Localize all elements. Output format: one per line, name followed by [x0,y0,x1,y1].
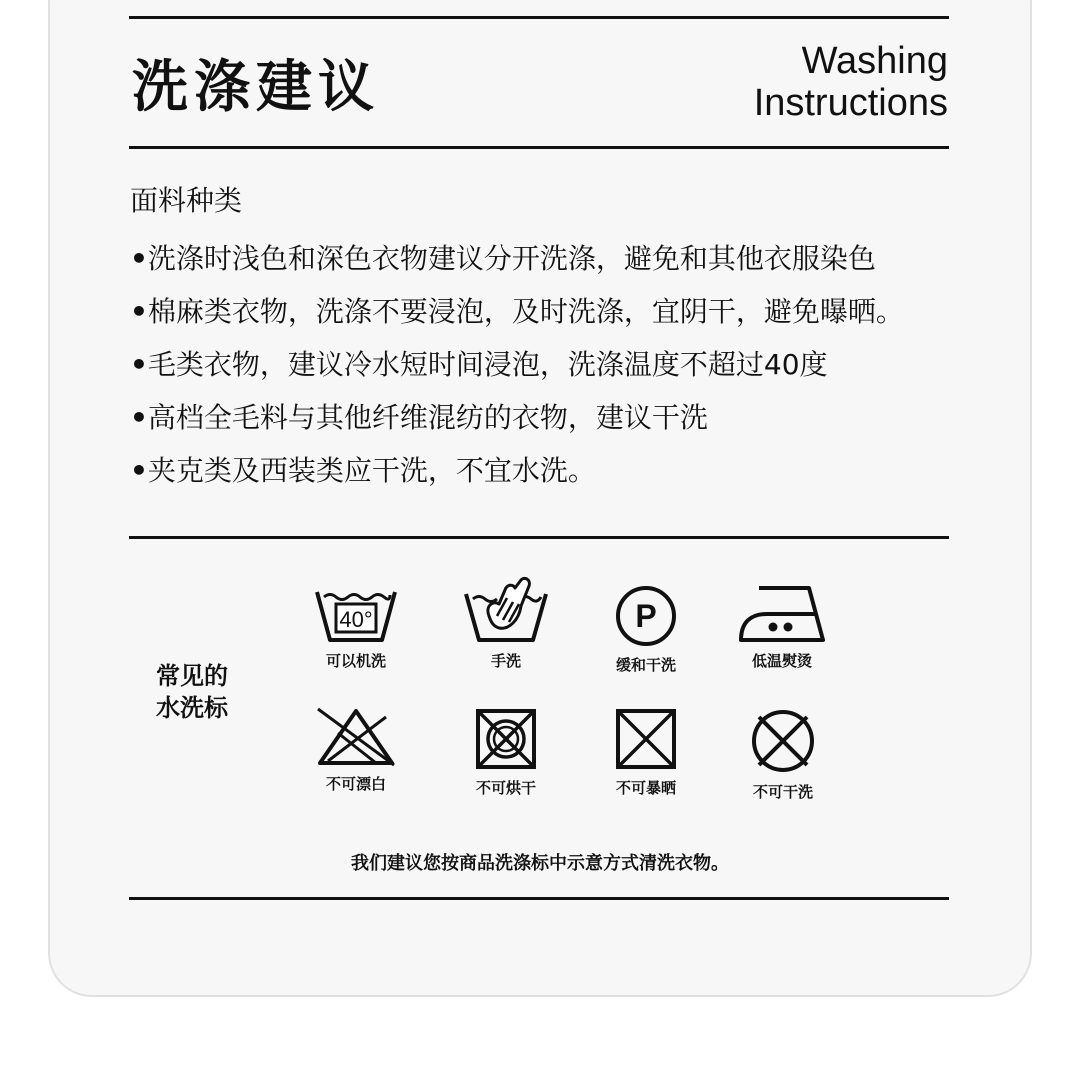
guide-item [130,338,904,391]
guide-item-text: 洗涤时浅色和深色衣物建议分开洗涤，避免和其他衣服染色 [147,242,876,275]
symbol-label: 手洗 [490,652,521,670]
do-not-bleach-icon [316,707,396,767]
guide-item [130,285,904,338]
do-not-dry-clean-icon [749,707,817,775]
care-section-divider [129,536,949,539]
washing-instructions-card [48,0,1032,997]
wash-temperature: 40° [339,607,373,632]
symbol-gentle-dry-clean [591,584,701,675]
bottom-divider [129,897,949,900]
guide-item-text: 毛类衣物，建议冷水短时间浸泡，洗涤温度不超过40度 [147,348,828,381]
symbol-label: 不可暴晒 [615,779,676,797]
symbol-no-dry-clean [728,707,838,802]
guide-item-text: 夹克类及西装类应干洗，不宜水洗。 [147,454,596,487]
do-not-sun-dry-icon [614,707,678,771]
symbol-no-tumble-dry [451,707,561,798]
hand-wash-icon [463,576,549,644]
guide-item [130,391,904,444]
do-not-tumble-dry-icon [474,707,538,771]
symbol-label: 不可烘干 [475,779,536,797]
symbol-no-sun-dry [591,707,701,798]
fabric-type-heading: 面料种类 [130,184,243,217]
title-chinese: 洗涤建议 [132,55,380,120]
bullet: • [130,295,148,328]
bullet: • [130,242,148,275]
title-english [754,40,948,124]
symbol-machine-wash [301,584,411,671]
symbol-label: 不可干洗 [752,783,813,801]
symbol-label: 不可漂白 [325,775,386,793]
header-divider [129,146,949,149]
professional-dry-clean-p-icon [614,584,678,648]
symbol-label: 低温熨烫 [751,652,812,670]
symbol-no-bleach [301,707,411,794]
guide-item [130,444,904,497]
machine-wash-40-icon [314,584,398,644]
title-english-line2: Instructions [753,82,948,124]
guide-item-text: 高档全毛料与其他纤维混纺的衣物，建议干洗 [147,401,708,434]
guide-item [130,232,904,285]
care-heading-line1: 常见的 [156,662,228,690]
top-divider [129,16,949,19]
care-footnote: 我们建议您按商品洗涤标中示意方式清洗衣物。 [351,853,729,874]
bullet: • [130,401,148,434]
guide-item-text: 棉麻类衣物，洗涤不要浸泡，及时洗涤，宜阴干，避免曝晒。 [147,295,904,328]
dry-clean-letter: P [635,598,657,634]
bullet: • [130,348,148,381]
bullet: • [130,454,148,487]
symbol-hand-wash [451,576,561,671]
iron-low-temp-icon [737,582,827,644]
title-english-line1: Washing [801,40,948,82]
care-heading-line2: 水洗标 [156,694,228,722]
symbol-label: 可以机洗 [325,652,386,670]
washing-guide-list [130,232,904,497]
symbol-low-iron [727,582,837,671]
care-label-heading [156,660,228,724]
symbol-label: 缓和干洗 [615,656,676,674]
